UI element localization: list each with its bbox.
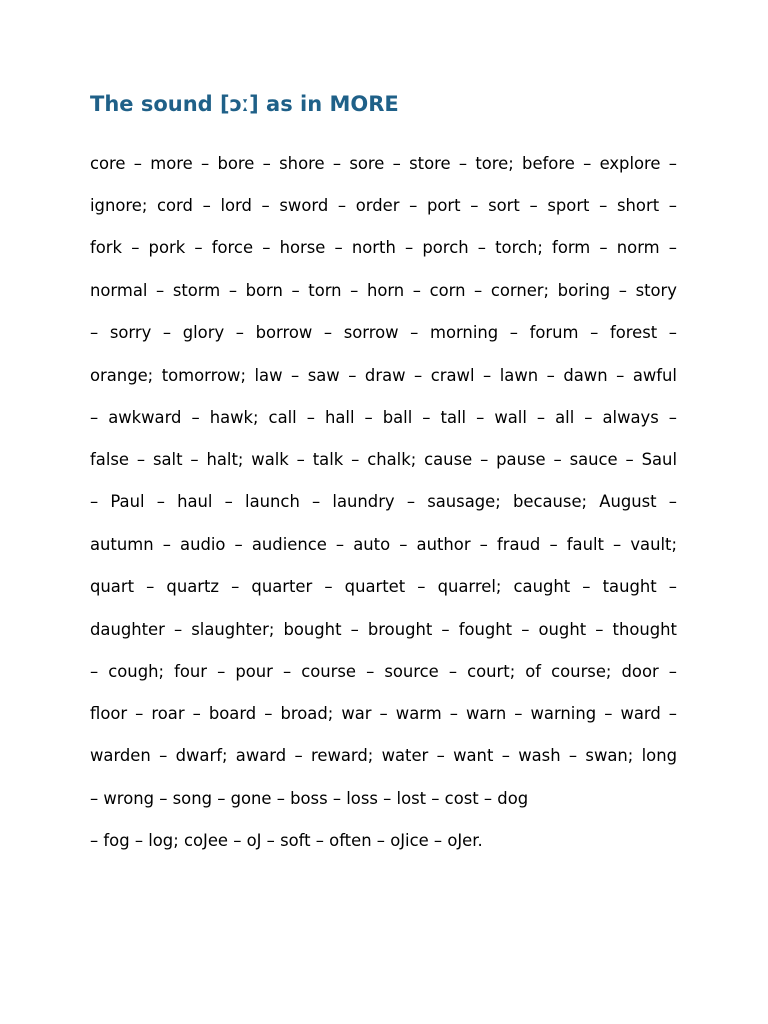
word-list-line: orange; tomorrow; law – saw – draw – crawl – lawn – dawn – awful — [90, 366, 677, 385]
word-list-line: – Paul – haul – launch – laundry – sausage; because; August – — [90, 492, 677, 511]
word-list-line: false – salt – halt; walk – talk – chalk; cause – pause – sauce – Saul — [90, 450, 677, 469]
word-list-line: autumn – audio – audience – auto – author – fraud – fault – vault; — [90, 535, 677, 554]
word-list-line: – wrong – song – gone – boss – loss – lost – cost – dog — [90, 789, 529, 808]
word-list-line: normal – storm – born – torn – horn – corn – corner; boring – story — [90, 281, 677, 300]
word-list-line: fork – pork – force – horse – north – porch – torch; form – norm – — [90, 238, 677, 257]
word-list-line: – cough; four – pour – course – source – court; of course; door – — [90, 662, 677, 681]
word-list-line: daughter – slaughter; bought – brought – fought – ought – thought — [90, 620, 677, 639]
word-list-line: – fog – log; coJee – oJ – soft – often – oJice – oJer. — [90, 831, 483, 850]
word-list-line: – awkward – hawk; call – hall – ball – tall – wall – all – always – — [90, 408, 677, 427]
word-list-line: core – more – bore – shore – sore – store – tore; before – explore – — [90, 154, 677, 173]
word-list-line: ignore; cord – lord – sword – order – port – sort – sport – short – — [90, 196, 677, 215]
word-list-line: – sorry – glory – borrow – sorrow – morning – forum – forest – — [90, 323, 677, 342]
word-list-line: quart – quartz – quarter – quartet – quarrel; caught – taught – — [90, 577, 677, 596]
word-list-line: warden – dwarf; award – reward; water – want – wash – swan; long — [90, 746, 677, 765]
word-list-line: floor – roar – board – broad; war – warm – warn – warning – ward – — [90, 704, 677, 723]
page-title: The sound [ɔː] as in MORE — [90, 92, 399, 116]
